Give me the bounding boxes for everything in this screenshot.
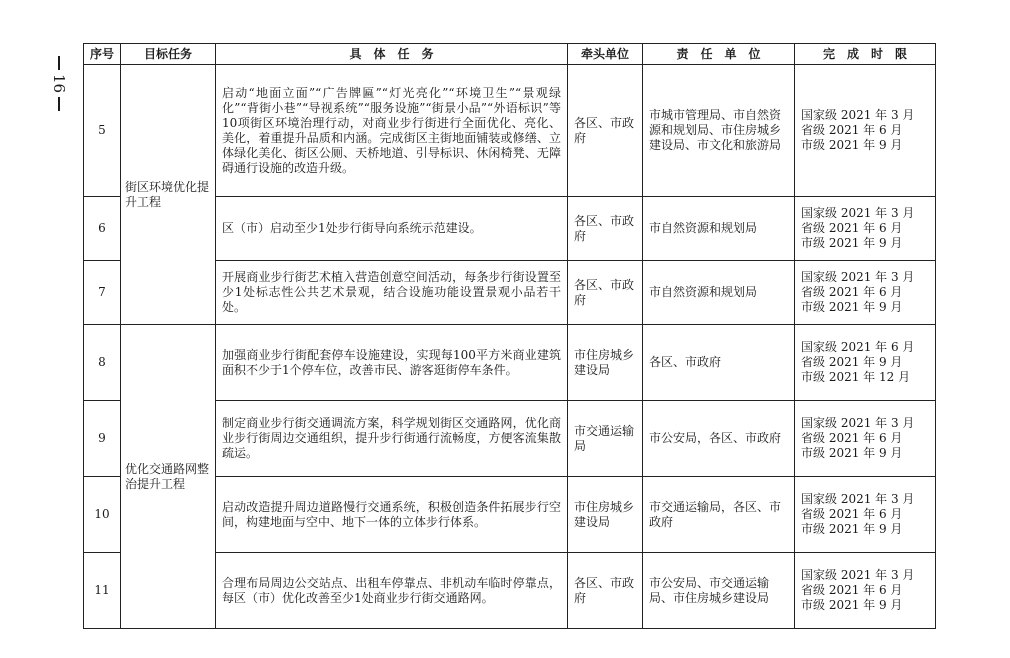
cell-task: 启动改造提升周边道路慢行交通系统，积极创造条件拓展步行空间，构建地面与空中、地下一体的立体步行体系。	[216, 477, 568, 553]
deadline-line: 国家级 2021 年 3 月	[801, 206, 915, 220]
cell-responsible: 市城市管理局、市自然资源和规划局、市住房城乡建设局、市文化和旅游局	[643, 65, 795, 197]
table-body	[84, 65, 936, 629]
cell-no: 7	[84, 261, 121, 325]
deadline-line: 市级 2021 年 9 月	[801, 300, 903, 314]
cell-no: 8	[84, 325, 121, 401]
deadline-line: 市级 2021 年 9 月	[801, 598, 903, 612]
cell-responsible: 市公安局，各区、市政府	[643, 401, 795, 477]
cell-task: 启动“地面立面”“广告牌匾”“灯光亮化”“环境卫生”“景观绿化”“背街小巷”“导视系统”“服务设施”“街景小品”“外语标识”等10项街区环境治理行动，对商业步行街进行全面优化、亮化、美化，着重提升品质和内涵。完成街区主街地面铺装或修缮、立体绿化美化、街区公厕、天桥地道、引导标识、休闲椅凳、无障碍通行设施的改造升级。	[216, 65, 568, 197]
cell-lead: 各区、市政府	[568, 261, 643, 325]
cell-task: 加强商业步行街配套停车设施建设，实现每100平方米商业建筑面积不少于1个停车位，改善市民、游客逛街停车条件。	[216, 325, 568, 401]
cell-responsible: 市自然资源和规划局	[643, 197, 795, 261]
table-row	[84, 65, 936, 197]
deadline-line: 国家级 2021 年 3 月	[801, 108, 915, 122]
page-number	[44, 52, 74, 152]
cell-lead: 市住房城乡建设局	[568, 477, 643, 553]
deadline-line: 市级 2021 年 12 月	[801, 370, 911, 384]
cell-deadline	[795, 65, 936, 197]
cell-responsible: 市自然资源和规划局	[643, 261, 795, 325]
deadline-line: 省级 2021 年 6 月	[801, 123, 903, 137]
header-lead: 牵头单位	[568, 44, 643, 65]
cell-task: 区（市）启动至少1处步行街导向系统示范建设。	[216, 197, 568, 261]
header-no: 序号	[84, 44, 121, 65]
cell-lead: 各区、市政府	[568, 197, 643, 261]
deadline-line: 省级 2021 年 6 月	[801, 507, 903, 521]
cell-deadline	[795, 325, 936, 401]
cell-no: 5	[84, 65, 121, 197]
deadline-line: 省级 2021 年 9 月	[801, 355, 903, 369]
page-number-text: 16	[50, 74, 68, 94]
cell-responsible: 市公安局、市交通运输局、市住房城乡建设局	[643, 553, 795, 629]
deadline-line: 市级 2021 年 9 月	[801, 236, 903, 250]
cell-target: 街区环境优化提升工程	[121, 65, 216, 325]
header-responsible: 责 任 单 位	[643, 44, 795, 65]
header-deadline: 完 成 时 限	[795, 44, 936, 65]
deadline-line: 市级 2021 年 9 月	[801, 522, 903, 536]
cell-task: 合理布局周边公交站点、出租车停靠点、非机动车临时停靠点，每区（市）优化改善至少1处商业步行街交通路网。	[216, 553, 568, 629]
cell-deadline	[795, 261, 936, 325]
deadline-line: 市级 2021 年 9 月	[801, 138, 903, 152]
table-header-row	[84, 44, 936, 65]
deadline-line: 国家级 2021 年 3 月	[801, 568, 915, 582]
cell-target: 优化交通路网整治提升工程	[121, 325, 216, 629]
cell-no: 11	[84, 553, 121, 629]
deadline-line: 省级 2021 年 6 月	[801, 431, 903, 445]
table-row	[84, 325, 936, 401]
header-task: 具 体 任 务	[216, 44, 568, 65]
cell-lead: 市住房城乡建设局	[568, 325, 643, 401]
deadline-line: 国家级 2021 年 6 月	[801, 340, 915, 354]
cell-lead: 市交通运输局	[568, 401, 643, 477]
deadline-line: 省级 2021 年 6 月	[801, 221, 903, 235]
header-target: 目标任务	[121, 44, 216, 65]
cell-task: 制定商业步行街交通调流方案，科学规划街区交通路网，优化商业步行街周边交通组织，提升步行街通行流畅度，方便客流集散疏运。	[216, 401, 568, 477]
deadline-line: 省级 2021 年 6 月	[801, 583, 903, 597]
cell-responsible: 市交通运输局，各区、市政府	[643, 477, 795, 553]
task-table	[83, 43, 936, 629]
cell-lead: 各区、市政府	[568, 65, 643, 197]
deadline-line: 国家级 2021 年 3 月	[801, 270, 915, 284]
cell-deadline	[795, 553, 936, 629]
deadline-line: 省级 2021 年 6 月	[801, 285, 903, 299]
deadline-line: 国家级 2021 年 3 月	[801, 492, 915, 506]
cell-no: 10	[84, 477, 121, 553]
deadline-line: 国家级 2021 年 3 月	[801, 416, 915, 430]
page-number-dash-top	[58, 56, 60, 70]
cell-responsible: 各区、市政府	[643, 325, 795, 401]
cell-deadline	[795, 477, 936, 553]
cell-no: 9	[84, 401, 121, 477]
cell-no: 6	[84, 197, 121, 261]
cell-deadline	[795, 401, 936, 477]
page-number-dash-bottom	[58, 97, 60, 111]
cell-deadline	[795, 197, 936, 261]
cell-task: 开展商业步行街艺术植入营造创意空间活动，每条步行街设置至少1处标志性公共艺术景观，结合设施功能设置景观小品若干处。	[216, 261, 568, 325]
cell-lead: 各区、市政府	[568, 553, 643, 629]
deadline-line: 市级 2021 年 9 月	[801, 446, 903, 460]
